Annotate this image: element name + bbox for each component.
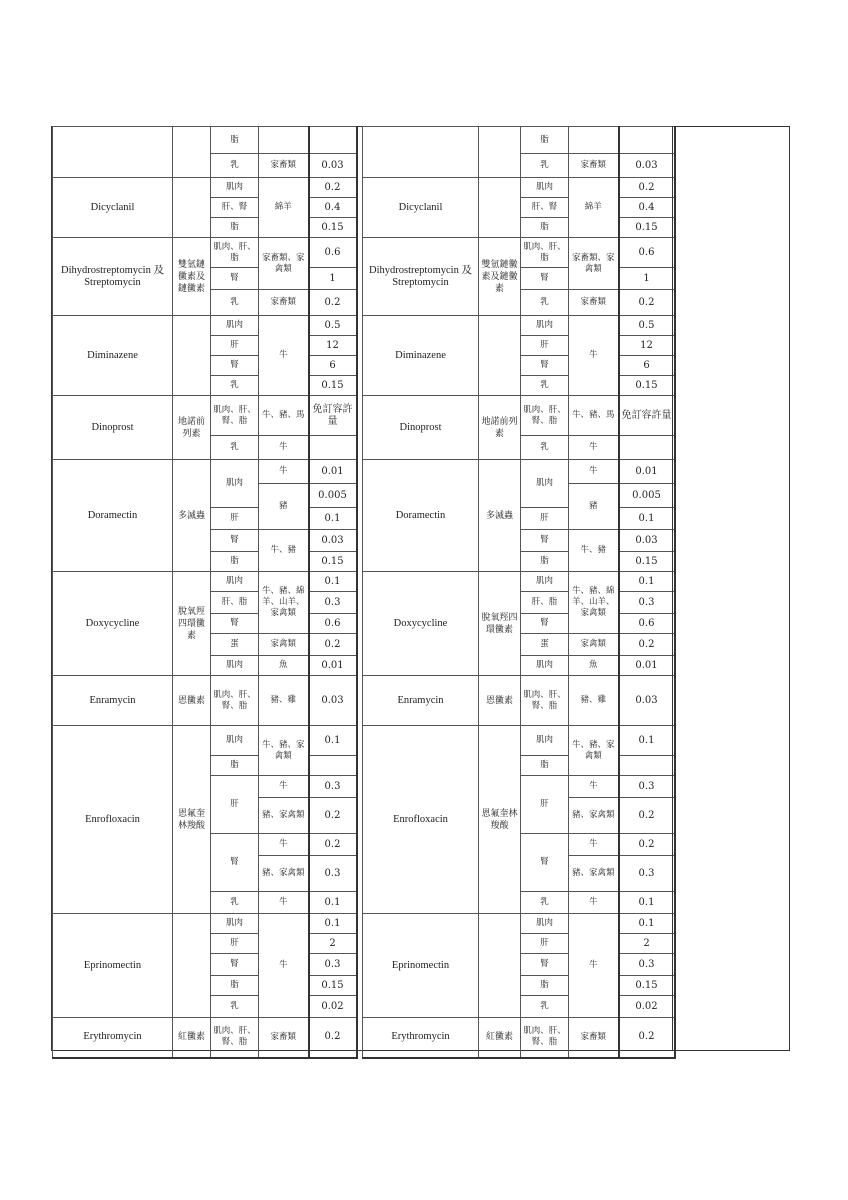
mrl-value-cell: 0.2 bbox=[309, 634, 357, 656]
table-row bbox=[363, 396, 675, 436]
mrl-value-cell: 0.03 bbox=[309, 154, 357, 178]
mrl-value-cell: 0.2 bbox=[619, 798, 675, 834]
species-cell: 牛 bbox=[569, 914, 619, 1018]
mrl-value-cell: 0.01 bbox=[619, 460, 675, 484]
tissue-cell: 肝 bbox=[521, 336, 569, 356]
mrl-value-cell: 0.1 bbox=[619, 508, 675, 530]
species-cell: 豬 bbox=[569, 484, 619, 530]
tissue-cell: 肌肉 bbox=[521, 726, 569, 756]
mrl-value-cell: 6 bbox=[309, 356, 357, 376]
species-cell: 家畜類、家禽類 bbox=[569, 238, 619, 290]
tissue-cell: 腎 bbox=[211, 268, 259, 290]
table-row bbox=[53, 238, 357, 268]
mrl-value-cell: 1 bbox=[619, 268, 675, 290]
tissue-cell: 腎 bbox=[211, 834, 259, 892]
tissue-cell: 蛋 bbox=[521, 634, 569, 656]
mrl-value-cell: 0.2 bbox=[619, 290, 675, 316]
drug-name-cell: Diminazene bbox=[363, 316, 479, 396]
table-row bbox=[363, 914, 675, 934]
mrl-value-cell: 0.03 bbox=[619, 530, 675, 552]
chinese-name-cell bbox=[479, 316, 521, 396]
species-cell: 牛、豬、綿羊、山羊、家禽類 bbox=[259, 572, 309, 634]
table-row bbox=[53, 316, 357, 336]
chinese-name-cell: 恩黴素 bbox=[173, 676, 211, 726]
mrl-value-cell: 0.3 bbox=[619, 776, 675, 798]
species-cell: 豬、家禽類 bbox=[259, 798, 309, 834]
chinese-name-cell: 雙氫鏈黴素及鏈黴素 bbox=[173, 238, 211, 316]
tissue-cell: 肌肉 bbox=[521, 572, 569, 592]
species-cell bbox=[259, 127, 309, 154]
species-cell: 豬、家禽類 bbox=[569, 798, 619, 834]
mrl-value-cell: 0.2 bbox=[619, 834, 675, 856]
species-cell: 家畜類 bbox=[259, 290, 309, 316]
mrl-value-cell: 0.15 bbox=[309, 976, 357, 996]
tissue-cell: 腎 bbox=[211, 614, 259, 634]
mrl-value-cell bbox=[309, 436, 357, 460]
mrl-value-cell: 2 bbox=[309, 934, 357, 954]
tissue-cell: 乳 bbox=[211, 892, 259, 914]
mrl-value-cell: 0.4 bbox=[619, 198, 675, 218]
species-cell: 牛 bbox=[569, 834, 619, 856]
mrl-value-cell: 0.2 bbox=[309, 1018, 357, 1058]
mrl-value-cell: 0.1 bbox=[619, 914, 675, 934]
mrl-value-cell: 0.01 bbox=[619, 656, 675, 676]
species-cell: 家畜類 bbox=[569, 290, 619, 316]
table-row bbox=[53, 127, 357, 154]
chinese-name-cell: 紅黴素 bbox=[173, 1018, 211, 1058]
tissue-cell: 乳 bbox=[521, 154, 569, 178]
table-row bbox=[53, 726, 357, 756]
tissue-cell: 肌肉 bbox=[521, 460, 569, 508]
tissue-cell: 肝 bbox=[211, 776, 259, 834]
right-table-container bbox=[362, 126, 676, 1059]
chinese-name-cell bbox=[479, 914, 521, 1018]
drug-name-cell: Erythromycin bbox=[53, 1018, 173, 1058]
drug-name-cell: Enrofloxacin bbox=[53, 726, 173, 914]
species-cell: 牛、豬、馬 bbox=[569, 396, 619, 436]
mrl-value-cell: 0.15 bbox=[619, 218, 675, 238]
table-row bbox=[53, 178, 357, 198]
tissue-cell: 腎 bbox=[521, 614, 569, 634]
chinese-name-cell: 脫氧羥四環黴素 bbox=[479, 572, 521, 676]
tissue-cell: 乳 bbox=[521, 892, 569, 914]
mrl-value-cell: 0.03 bbox=[619, 676, 675, 726]
tissue-cell: 脂 bbox=[521, 218, 569, 238]
tissue-cell: 乳 bbox=[211, 154, 259, 178]
drug-name-cell: Dicyclanil bbox=[53, 178, 173, 238]
table-row bbox=[363, 178, 675, 198]
chinese-name-cell: 雙氫鏈黴素及鏈黴素 bbox=[479, 238, 521, 316]
species-cell: 家禽類 bbox=[569, 634, 619, 656]
tissue-cell: 肝、腎 bbox=[521, 198, 569, 218]
species-cell: 家畜類、家禽類 bbox=[259, 238, 309, 290]
species-cell: 牛 bbox=[259, 834, 309, 856]
mrl-value-cell: 0.02 bbox=[309, 996, 357, 1018]
tissue-cell: 肝 bbox=[521, 508, 569, 530]
table-row bbox=[363, 676, 675, 726]
species-cell: 牛 bbox=[259, 776, 309, 798]
tissue-cell: 肌肉 bbox=[521, 316, 569, 336]
tissue-cell: 腎 bbox=[211, 954, 259, 976]
tissue-cell: 肌肉、肝、腎、脂 bbox=[521, 1018, 569, 1058]
chinese-name-cell: 紅黴素 bbox=[479, 1018, 521, 1058]
tissue-cell: 腎 bbox=[521, 530, 569, 552]
chinese-name-cell: 恩氟奎林羧酸 bbox=[173, 726, 211, 914]
species-cell: 家畜類 bbox=[259, 154, 309, 178]
drug-name-cell: Diminazene bbox=[53, 316, 173, 396]
table-row bbox=[363, 238, 675, 268]
mrl-value-cell: 0.5 bbox=[619, 316, 675, 336]
tissue-cell: 腎 bbox=[521, 268, 569, 290]
drug-name-cell: Dinoprost bbox=[53, 396, 173, 460]
tissue-cell: 肝、脂 bbox=[211, 592, 259, 614]
tissue-cell: 腎 bbox=[521, 954, 569, 976]
mrl-value-cell bbox=[619, 127, 675, 154]
tissue-cell: 蛋 bbox=[211, 634, 259, 656]
drug-name-cell: Erythromycin bbox=[363, 1018, 479, 1058]
chinese-name-cell: 多滅蟲 bbox=[479, 460, 521, 572]
tissue-cell: 肌肉 bbox=[521, 178, 569, 198]
mrl-value-cell: 0.1 bbox=[309, 572, 357, 592]
drug-name-cell bbox=[363, 127, 479, 178]
species-cell: 綿羊 bbox=[259, 178, 309, 238]
drug-name-cell: Doramectin bbox=[363, 460, 479, 572]
chinese-name-cell bbox=[173, 178, 211, 238]
tissue-cell: 乳 bbox=[521, 376, 569, 396]
tissue-cell: 乳 bbox=[521, 436, 569, 460]
chinese-name-cell: 地諾前列素 bbox=[173, 396, 211, 460]
species-cell: 豬 bbox=[259, 484, 309, 530]
species-cell: 牛、豬、家禽類 bbox=[569, 726, 619, 776]
tissue-cell: 腎 bbox=[521, 834, 569, 892]
table-row bbox=[363, 572, 675, 592]
mrl-value-cell: 0.005 bbox=[309, 484, 357, 508]
table-row bbox=[363, 316, 675, 336]
species-cell: 豬、家禽類 bbox=[569, 856, 619, 892]
species-cell: 牛 bbox=[569, 460, 619, 484]
mrl-value-cell: 0.1 bbox=[619, 892, 675, 914]
left-table-container bbox=[52, 126, 358, 1059]
mrl-value-cell: 0.1 bbox=[619, 572, 675, 592]
drug-name-cell: Doxycycline bbox=[53, 572, 173, 676]
mrl-value-cell: 0.6 bbox=[309, 238, 357, 268]
mrl-value-cell: 1 bbox=[309, 268, 357, 290]
mrl-value-cell: 0.1 bbox=[309, 726, 357, 756]
right-table bbox=[362, 126, 676, 1059]
mrl-value-cell: 0.3 bbox=[619, 592, 675, 614]
mrl-value-cell: 0.15 bbox=[309, 218, 357, 238]
mrl-value-cell: 0.3 bbox=[309, 856, 357, 892]
species-cell: 牛 bbox=[259, 436, 309, 460]
tissue-cell: 肌肉 bbox=[211, 460, 259, 508]
mrl-value-cell: 0.02 bbox=[619, 996, 675, 1018]
drug-name-cell bbox=[53, 127, 173, 178]
chinese-name-cell bbox=[479, 127, 521, 178]
tissue-cell: 肌肉、肝、脂 bbox=[211, 238, 259, 268]
mrl-value-cell: 0.03 bbox=[309, 530, 357, 552]
chinese-name-cell bbox=[173, 316, 211, 396]
drug-name-cell: Dinoprost bbox=[363, 396, 479, 460]
species-cell: 牛、豬、馬 bbox=[259, 396, 309, 436]
drug-name-cell: Eprinomectin bbox=[53, 914, 173, 1018]
mrl-value-cell: 0.15 bbox=[309, 376, 357, 396]
mrl-value-cell: 0.15 bbox=[309, 552, 357, 572]
species-cell: 豬、雞 bbox=[569, 676, 619, 726]
mrl-value-cell: 0.2 bbox=[309, 290, 357, 316]
tissue-cell: 肌肉 bbox=[211, 316, 259, 336]
mrl-value-cell: 0.3 bbox=[309, 954, 357, 976]
chinese-name-cell: 恩黴素 bbox=[479, 676, 521, 726]
mrl-value-cell: 0.3 bbox=[309, 592, 357, 614]
mrl-value-cell: 0.2 bbox=[309, 834, 357, 856]
tissue-cell: 腎 bbox=[211, 530, 259, 552]
chinese-name-cell bbox=[173, 914, 211, 1018]
mrl-value-cell: 0.03 bbox=[619, 154, 675, 178]
mrl-value-cell: 0.3 bbox=[619, 856, 675, 892]
tissue-cell: 脂 bbox=[211, 976, 259, 996]
mrl-value-cell: 6 bbox=[619, 356, 675, 376]
species-cell: 家畜類 bbox=[259, 1018, 309, 1058]
chinese-name-cell: 恩氟奎林羧酸 bbox=[479, 726, 521, 914]
mrl-value-cell bbox=[619, 436, 675, 460]
tissue-cell: 脂 bbox=[211, 127, 259, 154]
species-cell: 魚 bbox=[259, 656, 309, 676]
chinese-name-cell: 多滅蟲 bbox=[173, 460, 211, 572]
mrl-value-cell bbox=[309, 756, 357, 776]
tissue-cell: 肌肉、肝、腎、脂 bbox=[521, 676, 569, 726]
species-cell: 家禽類 bbox=[259, 634, 309, 656]
column-divider bbox=[672, 126, 673, 1051]
tissue-cell: 肌肉 bbox=[211, 572, 259, 592]
tissue-cell: 脂 bbox=[211, 552, 259, 572]
mrl-value-cell: 0.1 bbox=[619, 726, 675, 756]
tissue-cell: 肝、脂 bbox=[521, 592, 569, 614]
table-row bbox=[53, 396, 357, 436]
drug-name-cell: Dihydrostreptomycin 及 Streptomycin bbox=[53, 238, 173, 316]
table-row bbox=[53, 572, 357, 592]
mrl-value-cell bbox=[309, 127, 357, 154]
drug-name-cell: Enramycin bbox=[53, 676, 173, 726]
mrl-value-cell: 2 bbox=[619, 934, 675, 954]
tissue-cell: 肌肉、肝、腎、脂 bbox=[211, 676, 259, 726]
drug-name-cell: Dicyclanil bbox=[363, 178, 479, 238]
drug-name-cell: Eprinomectin bbox=[363, 914, 479, 1018]
mrl-value-cell: 0.2 bbox=[619, 1018, 675, 1058]
table-row bbox=[53, 1018, 357, 1058]
tissue-cell: 乳 bbox=[521, 996, 569, 1018]
tissue-cell: 肝 bbox=[521, 776, 569, 834]
tissue-cell: 肌肉、肝、腎、脂 bbox=[211, 396, 259, 436]
mrl-value-cell: 0.5 bbox=[309, 316, 357, 336]
chinese-name-cell: 脫氧羥四環黴素 bbox=[173, 572, 211, 676]
tissue-cell: 乳 bbox=[211, 436, 259, 460]
species-cell: 綿羊 bbox=[569, 178, 619, 238]
mrl-value-cell: 0.3 bbox=[309, 776, 357, 798]
tissue-cell: 肌肉 bbox=[211, 178, 259, 198]
mrl-value-cell: 0.4 bbox=[309, 198, 357, 218]
drug-name-cell: Doxycycline bbox=[363, 572, 479, 676]
species-cell: 牛 bbox=[259, 460, 309, 484]
tissue-cell: 脂 bbox=[211, 218, 259, 238]
tissue-cell: 肌肉 bbox=[211, 656, 259, 676]
tissue-cell: 肝 bbox=[211, 934, 259, 954]
species-cell: 家畜類 bbox=[569, 154, 619, 178]
mrl-value-cell: 0.6 bbox=[309, 614, 357, 634]
species-cell: 牛 bbox=[259, 892, 309, 914]
mrl-value-cell: 0.3 bbox=[619, 954, 675, 976]
tissue-cell: 肌肉、肝、腎、脂 bbox=[521, 396, 569, 436]
table-row bbox=[363, 460, 675, 484]
tissue-cell: 乳 bbox=[211, 376, 259, 396]
tissue-cell: 肝 bbox=[521, 934, 569, 954]
species-cell: 牛、豬 bbox=[259, 530, 309, 572]
species-cell: 牛 bbox=[569, 316, 619, 396]
tissue-cell: 肝 bbox=[211, 336, 259, 356]
mrl-value-cell: 0.01 bbox=[309, 460, 357, 484]
tissue-cell: 脂 bbox=[521, 976, 569, 996]
table-row bbox=[363, 127, 675, 154]
tissue-cell: 脂 bbox=[521, 756, 569, 776]
mrl-value-cell bbox=[619, 756, 675, 776]
tissue-cell: 脂 bbox=[521, 552, 569, 572]
mrl-value-cell: 0.1 bbox=[309, 508, 357, 530]
mrl-value-cell: 12 bbox=[309, 336, 357, 356]
tissue-cell: 肌肉、肝、腎、脂 bbox=[211, 1018, 259, 1058]
mrl-value-cell: 0.1 bbox=[309, 892, 357, 914]
drug-name-cell: Dihydrostreptomycin 及 Streptomycin bbox=[363, 238, 479, 316]
species-cell: 牛、豬、綿羊、山羊、家禽類 bbox=[569, 572, 619, 634]
mrl-value-cell: 0.2 bbox=[619, 634, 675, 656]
mrl-value-cell: 0.1 bbox=[309, 914, 357, 934]
mrl-value-cell: 0.01 bbox=[309, 656, 357, 676]
table-row bbox=[53, 914, 357, 934]
species-cell: 豬、雞 bbox=[259, 676, 309, 726]
species-cell: 牛、豬、家禽類 bbox=[259, 726, 309, 776]
tissue-cell: 肌肉 bbox=[521, 914, 569, 934]
tissue-cell: 肝 bbox=[211, 508, 259, 530]
species-cell: 牛 bbox=[569, 892, 619, 914]
tissue-cell: 乳 bbox=[211, 996, 259, 1018]
species-cell: 豬、家禽類 bbox=[259, 856, 309, 892]
tissue-cell: 肌肉 bbox=[521, 656, 569, 676]
species-cell bbox=[569, 127, 619, 154]
table-row bbox=[363, 726, 675, 756]
mrl-value-cell: 0.005 bbox=[619, 484, 675, 508]
drug-name-cell: Doramectin bbox=[53, 460, 173, 572]
tissue-cell: 脂 bbox=[521, 127, 569, 154]
table-row bbox=[363, 1018, 675, 1058]
drug-name-cell: Enrofloxacin bbox=[363, 726, 479, 914]
tissue-cell: 乳 bbox=[521, 290, 569, 316]
tissue-cell: 肌肉 bbox=[211, 914, 259, 934]
tissue-cell: 腎 bbox=[521, 356, 569, 376]
mrl-value-cell: 0.2 bbox=[309, 178, 357, 198]
tissue-cell: 肌肉、肝、脂 bbox=[521, 238, 569, 268]
species-cell: 牛 bbox=[569, 436, 619, 460]
mrl-value-cell: 0.2 bbox=[309, 798, 357, 834]
chinese-name-cell bbox=[479, 178, 521, 238]
tissue-cell: 脂 bbox=[211, 756, 259, 776]
tissue-cell: 乳 bbox=[211, 290, 259, 316]
mrl-value-cell: 免訂容許量 bbox=[619, 396, 675, 436]
mrl-value-cell: 0.03 bbox=[309, 676, 357, 726]
species-cell: 牛 bbox=[259, 316, 309, 396]
chinese-name-cell: 地諾前列素 bbox=[479, 396, 521, 460]
species-cell: 牛 bbox=[259, 914, 309, 1018]
mrl-value-cell: 0.6 bbox=[619, 238, 675, 268]
mrl-value-cell: 0.15 bbox=[619, 376, 675, 396]
tissue-cell: 肝、腎 bbox=[211, 198, 259, 218]
mrl-value-cell: 0.15 bbox=[619, 976, 675, 996]
species-cell: 牛 bbox=[569, 776, 619, 798]
mrl-value-cell: 免訂容許量 bbox=[309, 396, 357, 436]
mrl-value-cell: 0.6 bbox=[619, 614, 675, 634]
mrl-value-cell: 0.15 bbox=[619, 552, 675, 572]
drug-name-cell: Enramycin bbox=[363, 676, 479, 726]
mrl-value-cell: 0.2 bbox=[619, 178, 675, 198]
tissue-cell: 腎 bbox=[211, 356, 259, 376]
table-row bbox=[53, 460, 357, 484]
tissue-cell: 肌肉 bbox=[211, 726, 259, 756]
species-cell: 魚 bbox=[569, 656, 619, 676]
chinese-name-cell bbox=[173, 127, 211, 178]
table-row bbox=[53, 676, 357, 726]
species-cell: 牛、豬 bbox=[569, 530, 619, 572]
left-table bbox=[52, 126, 358, 1059]
mrl-value-cell: 12 bbox=[619, 336, 675, 356]
species-cell: 家畜類 bbox=[569, 1018, 619, 1058]
